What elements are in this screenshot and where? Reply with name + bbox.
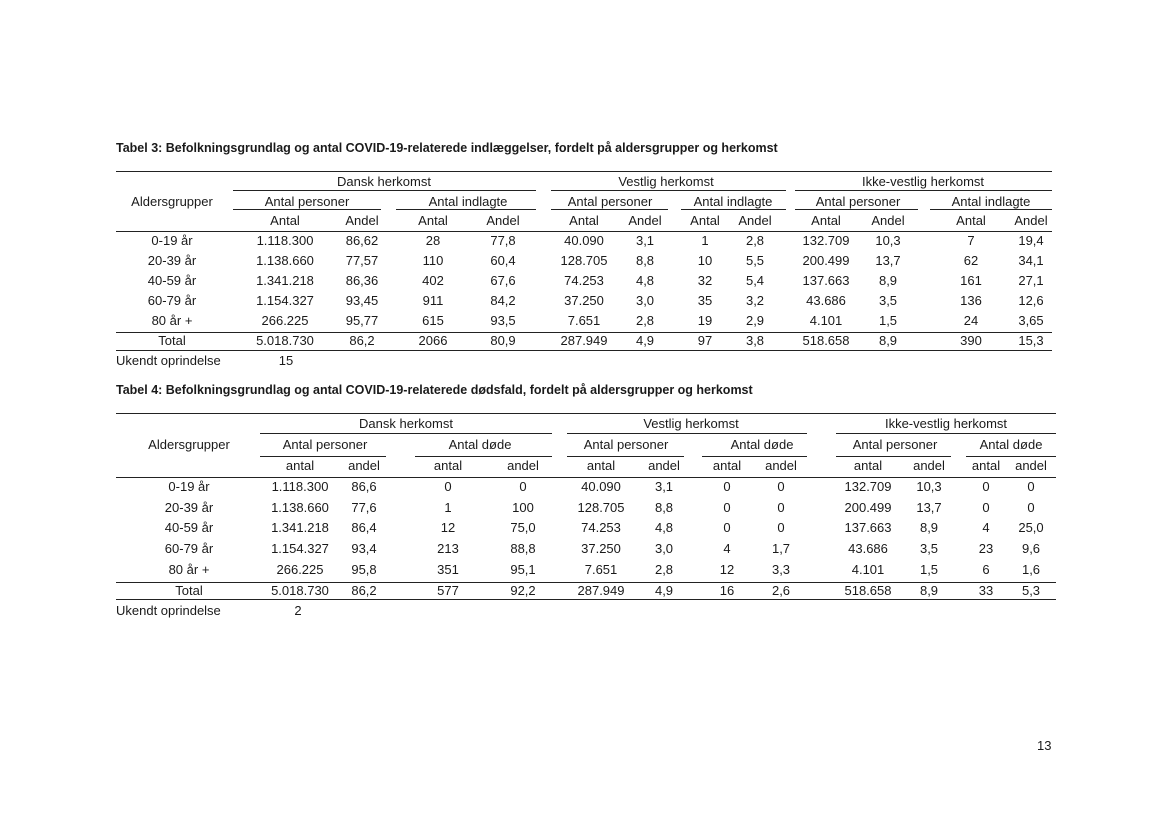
table4-cell: 200.499 bbox=[844, 499, 892, 515]
table3-subgroup-header: Antal indlagte bbox=[951, 194, 1031, 209]
table3-cell: 10,3 bbox=[875, 233, 901, 248]
table4-cell: 4 bbox=[723, 541, 731, 557]
table4-row-header: Aldersgrupper bbox=[148, 437, 230, 452]
table3-subgroup-rule bbox=[795, 209, 918, 210]
table3-cell: 110 bbox=[422, 253, 444, 268]
table4-cell: 132.709 bbox=[844, 479, 892, 494]
table4-cell: 1.118.300 bbox=[271, 479, 329, 494]
table3-cell: 3,65 bbox=[1018, 313, 1044, 328]
table3-group-rule bbox=[795, 190, 1052, 191]
table4-cell: 213 bbox=[437, 541, 459, 557]
table4-cell: 3,1 bbox=[654, 479, 674, 494]
table4-subgroup-rule bbox=[836, 456, 951, 457]
table3-cell: 3,1 bbox=[635, 233, 655, 248]
table4-cell: 37.250 bbox=[581, 541, 621, 557]
table3-subgroup-rule bbox=[681, 209, 786, 210]
table3-column-header: Antal bbox=[418, 213, 448, 228]
table4-cell: 0 bbox=[444, 479, 452, 494]
table4-cell: 0 bbox=[777, 499, 785, 515]
table3-cell: 74.253 bbox=[564, 273, 604, 288]
table4-cell: 1,5 bbox=[919, 561, 939, 577]
table3-cell: 77,8 bbox=[490, 233, 516, 248]
table4-subgroup-header: Antal døde bbox=[979, 437, 1043, 452]
table4-cell: 0 bbox=[982, 499, 990, 515]
table4-column-header: andel bbox=[648, 458, 680, 473]
table4-group-header: Dansk herkomst bbox=[359, 416, 453, 431]
table3-cell: 86,36 bbox=[345, 273, 379, 288]
table4-cell: 95,1 bbox=[510, 561, 536, 577]
table3-cell: 97 bbox=[697, 333, 713, 348]
table3-cell: 12,6 bbox=[1018, 293, 1044, 308]
table4-cell: 40.090 bbox=[581, 479, 621, 494]
table4-cell: 86,4 bbox=[351, 520, 377, 536]
table4-cell: 0 bbox=[723, 520, 731, 536]
table3-column-header: Andel bbox=[738, 213, 772, 228]
table4-cell: 351 bbox=[437, 561, 459, 577]
table3-cell: 2,9 bbox=[745, 313, 765, 328]
table3-cell: 128.705 bbox=[560, 253, 608, 268]
table4-group-rule bbox=[836, 433, 1056, 434]
table3-group-header: Vestlig herkomst bbox=[618, 174, 714, 189]
table4-subgroup-rule bbox=[567, 456, 684, 457]
table3-column-header: Andel bbox=[628, 213, 662, 228]
table3-cell: 34,1 bbox=[1018, 253, 1044, 268]
table3-cell: 93,45 bbox=[345, 293, 379, 308]
table4-column-header: antal bbox=[586, 458, 616, 473]
table3-subgroup-rule bbox=[551, 209, 668, 210]
table4-column-header: antal bbox=[712, 458, 742, 473]
table3-cell: 5,4 bbox=[745, 273, 765, 288]
table3-cell: 2,8 bbox=[745, 233, 765, 248]
table3-cell: 62 bbox=[963, 253, 979, 268]
table3-cell: 2,8 bbox=[635, 313, 655, 328]
table3-subgroup-rule bbox=[930, 209, 1052, 210]
table3-cell: 86,2 bbox=[349, 333, 375, 348]
table4-cell: 12 bbox=[440, 520, 456, 536]
table3-row-label: 0-19 år bbox=[151, 233, 193, 248]
table4-subgroup-rule bbox=[702, 456, 807, 457]
table4-cell: 2,6 bbox=[771, 582, 791, 598]
table3-cell: 95,77 bbox=[345, 313, 379, 328]
table3-cell: 5,5 bbox=[745, 253, 765, 268]
table3-cell: 77,57 bbox=[345, 253, 379, 268]
table4-subgroup-rule bbox=[260, 456, 386, 457]
table4-cell: 4,9 bbox=[654, 582, 674, 598]
table4-cell: 287.949 bbox=[577, 582, 625, 598]
table4-bottom-rule bbox=[116, 599, 1056, 600]
table3-cell: 80,9 bbox=[490, 333, 516, 348]
table4-unknown-value: 2 bbox=[294, 603, 302, 618]
table4-cell: 4 bbox=[982, 520, 990, 536]
table3-cell: 1.154.327 bbox=[256, 293, 314, 308]
table3-cell: 1 bbox=[701, 233, 709, 248]
table3-cell: 4,8 bbox=[635, 273, 655, 288]
table4-subgroup-header: Antal personer bbox=[282, 437, 368, 452]
table3-subgroup-rule bbox=[233, 209, 381, 210]
table3-column-header: Andel bbox=[1014, 213, 1048, 228]
table4-cell: 13,7 bbox=[916, 499, 942, 515]
table3-cell: 5.018.730 bbox=[256, 333, 314, 348]
table4-row-label: 60-79 år bbox=[164, 541, 214, 557]
table4-cell: 0 bbox=[982, 479, 990, 494]
table4-cell: 1,6 bbox=[1021, 561, 1041, 577]
table3-cell: 4,9 bbox=[635, 333, 655, 348]
table3-bottom-rule bbox=[116, 350, 1052, 351]
table3-subgroup-header: Antal personer bbox=[264, 194, 350, 209]
table4-column-header: andel bbox=[913, 458, 945, 473]
table4-group-header: Ikke-vestlig herkomst bbox=[884, 416, 1008, 431]
table4-cell: 0 bbox=[1027, 499, 1035, 515]
table4-cell: 33 bbox=[978, 582, 994, 598]
table3-cell: 15,3 bbox=[1018, 333, 1044, 348]
table3-cell: 402 bbox=[422, 273, 444, 288]
table4-group-header: Vestlig herkomst bbox=[643, 416, 739, 431]
page-number: 13 bbox=[1037, 738, 1052, 753]
table4-cell: 95,8 bbox=[351, 561, 377, 577]
table3-cell: 37.250 bbox=[564, 293, 604, 308]
table4-cell: 128.705 bbox=[577, 499, 625, 515]
table3-column-header: Antal bbox=[690, 213, 720, 228]
table3-cell: 1.118.300 bbox=[256, 233, 314, 248]
table4-cell: 93,4 bbox=[351, 541, 377, 557]
table3-subgroup-header: Antal indlagte bbox=[693, 194, 773, 209]
table4-cell: 4,8 bbox=[654, 520, 674, 536]
table3-unknown-label: Ukendt oprindelse bbox=[116, 353, 221, 368]
table4-cell: 3,0 bbox=[654, 541, 674, 557]
table4-cell: 16 bbox=[719, 582, 735, 598]
table3-row-label: Total bbox=[158, 333, 186, 348]
table3-group-rule bbox=[551, 190, 786, 191]
table3-cell: 287.949 bbox=[560, 333, 608, 348]
table3-cell: 19 bbox=[697, 313, 713, 328]
table3-column-header: Antal bbox=[956, 213, 986, 228]
table4-column-header: andel bbox=[507, 458, 539, 473]
table3-subgroup-header: Antal indlagte bbox=[428, 194, 508, 209]
table3-cell: 10 bbox=[697, 253, 713, 268]
table3-unknown-value: 15 bbox=[278, 353, 294, 368]
table4-cell: 1.138.660 bbox=[271, 499, 329, 515]
table4-subgroup-rule bbox=[415, 456, 552, 457]
table4-group-rule bbox=[567, 433, 807, 434]
table4-subgroup-header: Antal personer bbox=[852, 437, 938, 452]
table3-cell: 19,4 bbox=[1018, 233, 1044, 248]
table3-cell: 136 bbox=[960, 293, 982, 308]
table3-cell: 3,2 bbox=[745, 293, 765, 308]
table3-cell: 3,8 bbox=[745, 333, 765, 348]
table3-cell: 7.651 bbox=[567, 313, 601, 328]
table3-cell: 132.709 bbox=[802, 233, 850, 248]
table3-cell: 911 bbox=[422, 293, 444, 308]
table4-cell: 10,3 bbox=[916, 479, 942, 494]
table4-cell: 8,8 bbox=[654, 499, 674, 515]
table4-header-rule bbox=[116, 477, 1056, 478]
table3-cell: 4.101 bbox=[809, 313, 843, 328]
table4-row-label: Total bbox=[175, 582, 203, 598]
table3-subgroup-rule bbox=[396, 209, 536, 210]
table3-cell: 3,5 bbox=[878, 293, 898, 308]
table3-cell: 27,1 bbox=[1018, 273, 1044, 288]
table3-row-label: 40-59 år bbox=[147, 273, 197, 288]
table3-top-rule bbox=[116, 171, 1052, 172]
table3-group-rule bbox=[233, 190, 536, 191]
table4-cell: 2,8 bbox=[654, 561, 674, 577]
table4-cell: 86,6 bbox=[351, 479, 377, 494]
table4-cell: 92,2 bbox=[510, 582, 536, 598]
table4-subgroup-header: Antal døde bbox=[448, 437, 512, 452]
table4-cell: 23 bbox=[978, 541, 994, 557]
table3-column-header: Antal bbox=[811, 213, 841, 228]
table3-cell: 1.138.660 bbox=[256, 253, 314, 268]
table4-cell: 25,0 bbox=[1018, 520, 1044, 536]
table4-cell: 88,8 bbox=[510, 541, 536, 557]
table3-cell: 86,62 bbox=[345, 233, 379, 248]
table4-top-rule bbox=[116, 413, 1056, 414]
table4-cell: 266.225 bbox=[276, 561, 324, 577]
table3-header-rule bbox=[116, 231, 1052, 232]
table4-row-label: 0-19 år bbox=[168, 479, 210, 494]
table4-cell: 0 bbox=[777, 520, 785, 536]
table4-column-header: antal bbox=[971, 458, 1001, 473]
table3-cell: 13,7 bbox=[875, 253, 901, 268]
table3-cell: 266.225 bbox=[261, 313, 309, 328]
table4-total-rule bbox=[116, 582, 1056, 583]
table3-cell: 60,4 bbox=[490, 253, 516, 268]
table4-cell: 0 bbox=[777, 479, 785, 494]
table4-cell: 0 bbox=[723, 499, 731, 515]
table4-caption: Tabel 4: Befolkningsgrundlag og antal COVID-19-relaterede dødsfald, fordelt på aldersgrupper og herkomst bbox=[116, 383, 753, 397]
table4-cell: 100 bbox=[512, 499, 534, 515]
table3-cell: 32 bbox=[697, 273, 713, 288]
table3-row-label: 20-39 år bbox=[147, 253, 197, 268]
table3-cell: 200.499 bbox=[802, 253, 850, 268]
table4-column-header: antal bbox=[285, 458, 315, 473]
table3-row-label: 80 år + bbox=[151, 313, 193, 328]
table4-row-label: 40-59 år bbox=[164, 520, 214, 536]
table3-cell: 8,8 bbox=[635, 253, 655, 268]
table4-column-header: andel bbox=[348, 458, 380, 473]
table4-cell: 0 bbox=[519, 479, 527, 494]
table4-cell: 8,9 bbox=[919, 582, 939, 598]
table3-caption: Tabel 3: Befolkningsgrundlag og antal COVID-19-relaterede indlæggelser, fordelt på aldersgrupper og herkomst bbox=[116, 141, 778, 155]
table3-cell: 615 bbox=[422, 313, 444, 328]
table4-cell: 518.658 bbox=[844, 582, 892, 598]
table4-cell: 6 bbox=[982, 561, 990, 577]
table3-column-header: Antal bbox=[270, 213, 300, 228]
table3-cell: 8,9 bbox=[878, 333, 898, 348]
table4-cell: 1.341.218 bbox=[271, 520, 329, 536]
table3-cell: 67,6 bbox=[490, 273, 516, 288]
table4-column-header: antal bbox=[853, 458, 883, 473]
table4-row-label: 20-39 år bbox=[164, 499, 214, 515]
table3-column-header: Andel bbox=[871, 213, 905, 228]
table4-cell: 137.663 bbox=[844, 520, 892, 536]
table4-cell: 75,0 bbox=[510, 520, 536, 536]
table3-cell: 93,5 bbox=[490, 313, 516, 328]
table3-group-header: Ikke-vestlig herkomst bbox=[861, 174, 985, 189]
table4-cell: 9,6 bbox=[1021, 541, 1041, 557]
table3-cell: 137.663 bbox=[802, 273, 850, 288]
table4-cell: 1.154.327 bbox=[271, 541, 329, 557]
table4-cell: 43.686 bbox=[848, 541, 888, 557]
table3-cell: 8,9 bbox=[878, 273, 898, 288]
table3-cell: 7 bbox=[967, 233, 975, 248]
table3-cell: 43.686 bbox=[806, 293, 846, 308]
table3-cell: 24 bbox=[963, 313, 979, 328]
table4-cell: 8,9 bbox=[919, 520, 939, 536]
table3-column-header: Andel bbox=[345, 213, 379, 228]
table4-unknown-label: Ukendt oprindelse bbox=[116, 603, 221, 618]
table3-cell: 28 bbox=[425, 233, 441, 248]
table3-cell: 1.341.218 bbox=[256, 273, 314, 288]
table3-subgroup-header: Antal personer bbox=[815, 194, 901, 209]
table3-total-rule bbox=[116, 332, 1052, 333]
table4-column-header: andel bbox=[765, 458, 797, 473]
table4-cell: 4.101 bbox=[851, 561, 885, 577]
table3-column-header: Antal bbox=[569, 213, 599, 228]
table3-row-header: Aldersgrupper bbox=[131, 194, 213, 209]
table3-cell: 3,0 bbox=[635, 293, 655, 308]
table4-cell: 5,3 bbox=[1021, 582, 1041, 598]
table3-cell: 1,5 bbox=[878, 313, 898, 328]
table4-cell: 3,3 bbox=[771, 561, 791, 577]
table3-cell: 2066 bbox=[418, 333, 448, 348]
table3-row-label: 60-79 år bbox=[147, 293, 197, 308]
table4-cell: 0 bbox=[723, 479, 731, 494]
table4-cell: 0 bbox=[1027, 479, 1035, 494]
table3-cell: 35 bbox=[697, 293, 713, 308]
table3-cell: 390 bbox=[960, 333, 982, 348]
table3-cell: 161 bbox=[960, 273, 982, 288]
table4-cell: 1 bbox=[444, 499, 452, 515]
table4-subgroup-rule bbox=[966, 456, 1056, 457]
table4-cell: 12 bbox=[719, 561, 735, 577]
table3-subgroup-header: Antal personer bbox=[567, 194, 653, 209]
table4-row-label: 80 år + bbox=[168, 561, 210, 577]
table4-column-header: andel bbox=[1015, 458, 1047, 473]
table4-column-header: antal bbox=[433, 458, 463, 473]
table4-cell: 5.018.730 bbox=[271, 582, 329, 598]
table4-cell: 7.651 bbox=[584, 561, 618, 577]
table4-cell: 1,7 bbox=[771, 541, 791, 557]
table4-subgroup-header: Antal døde bbox=[730, 437, 794, 452]
table4-cell: 86,2 bbox=[351, 582, 377, 598]
table4-cell: 3,5 bbox=[919, 541, 939, 557]
table3-column-header: Andel bbox=[486, 213, 520, 228]
table3-group-header: Dansk herkomst bbox=[337, 174, 431, 189]
table3-cell: 40.090 bbox=[564, 233, 604, 248]
table4-subgroup-header: Antal personer bbox=[583, 437, 669, 452]
table3-cell: 84,2 bbox=[490, 293, 516, 308]
table4-cell: 74.253 bbox=[581, 520, 621, 536]
table4-cell: 577 bbox=[437, 582, 459, 598]
table3-cell: 518.658 bbox=[802, 333, 850, 348]
table4-cell: 77,6 bbox=[351, 499, 377, 515]
table4-group-rule bbox=[260, 433, 552, 434]
